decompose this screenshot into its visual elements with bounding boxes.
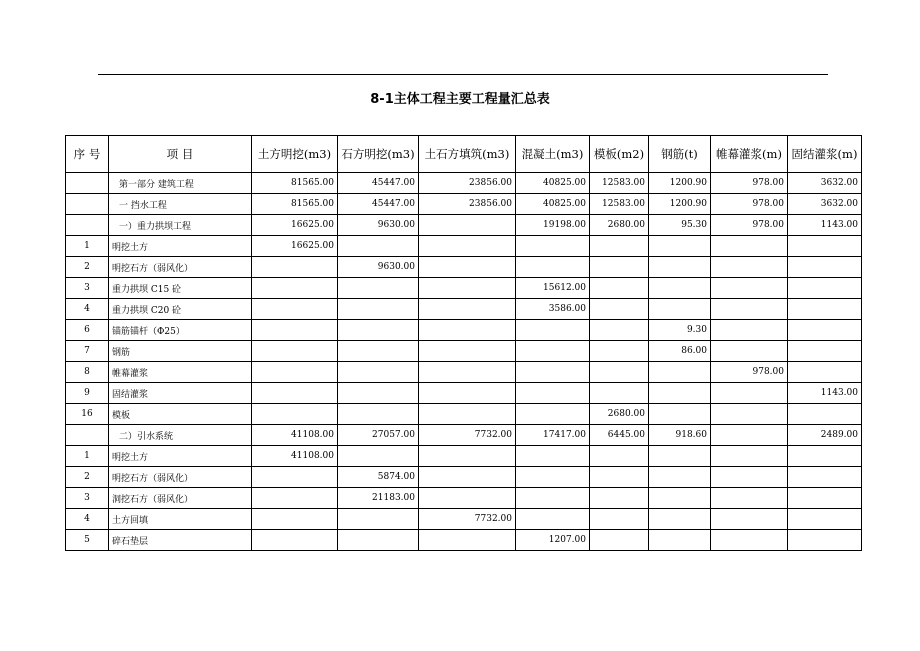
column-header: 混凝土(m3) xyxy=(516,136,590,173)
row-item-name: 固结灌浆 xyxy=(109,383,252,404)
row-value: 3586.00 xyxy=(516,299,590,320)
row-seq: 4 xyxy=(66,299,109,320)
row-value: 23856.00 xyxy=(419,194,516,215)
row-value: 41108.00 xyxy=(252,425,338,446)
row-value xyxy=(419,404,516,425)
row-item-name: 洞挖石方（弱风化） xyxy=(109,488,252,509)
row-value: 45447.00 xyxy=(338,173,419,194)
row-value xyxy=(419,257,516,278)
row-value xyxy=(252,257,338,278)
row-value xyxy=(590,446,649,467)
row-value: 12583.00 xyxy=(590,173,649,194)
row-value xyxy=(590,467,649,488)
row-value xyxy=(788,467,862,488)
row-value: 41108.00 xyxy=(252,446,338,467)
row-value: 27057.00 xyxy=(338,425,419,446)
row-item-name: 第一部分 建筑工程 xyxy=(109,173,252,194)
row-value: 1207.00 xyxy=(516,530,590,551)
row-value: 978.00 xyxy=(711,362,788,383)
row-value xyxy=(590,509,649,530)
header-row xyxy=(66,136,862,173)
row-value xyxy=(649,362,711,383)
row-value: 2680.00 xyxy=(590,215,649,236)
column-header: 项 目 xyxy=(109,136,252,173)
row-value xyxy=(252,320,338,341)
row-value xyxy=(516,236,590,257)
row-item-name: 重力拱坝 C15 砼 xyxy=(109,278,252,299)
row-value xyxy=(711,257,788,278)
row-value xyxy=(649,404,711,425)
row-value xyxy=(252,341,338,362)
row-item-name: 模板 xyxy=(109,404,252,425)
row-value: 918.60 xyxy=(649,425,711,446)
row-value: 40825.00 xyxy=(516,194,590,215)
row-value: 1143.00 xyxy=(788,215,862,236)
table-row xyxy=(66,194,862,215)
column-header: 钢筋(t) xyxy=(649,136,711,173)
row-value: 9630.00 xyxy=(338,257,419,278)
row-item-name: 二）引水系统 xyxy=(109,425,252,446)
row-value xyxy=(649,383,711,404)
column-header: 土方明挖(m3) xyxy=(252,136,338,173)
row-value: 19198.00 xyxy=(516,215,590,236)
table-row xyxy=(66,215,862,236)
row-value xyxy=(590,257,649,278)
row-value xyxy=(252,530,338,551)
row-value: 45447.00 xyxy=(338,194,419,215)
row-value xyxy=(788,509,862,530)
row-seq: 1 xyxy=(66,446,109,467)
row-value: 6445.00 xyxy=(590,425,649,446)
row-value: 1200.90 xyxy=(649,194,711,215)
row-value: 40825.00 xyxy=(516,173,590,194)
row-value xyxy=(338,446,419,467)
column-header: 序 号 xyxy=(66,136,109,173)
row-value: 7732.00 xyxy=(419,509,516,530)
row-value: 978.00 xyxy=(711,173,788,194)
row-value xyxy=(788,446,862,467)
row-value xyxy=(649,257,711,278)
row-item-name: 明挖土方 xyxy=(109,446,252,467)
row-value xyxy=(711,488,788,509)
row-value: 86.00 xyxy=(649,341,711,362)
row-value: 3632.00 xyxy=(788,173,862,194)
row-item-name: 钢筋 xyxy=(109,341,252,362)
page-title: 8-1主体工程主要工程量汇总表 xyxy=(370,92,550,107)
row-seq xyxy=(66,215,109,236)
row-value xyxy=(338,530,419,551)
row-seq: 16 xyxy=(66,404,109,425)
table-row xyxy=(66,278,862,299)
row-value xyxy=(711,236,788,257)
table-row xyxy=(66,236,862,257)
row-value: 1143.00 xyxy=(788,383,862,404)
row-value xyxy=(711,446,788,467)
row-seq: 9 xyxy=(66,383,109,404)
row-value xyxy=(419,446,516,467)
row-value xyxy=(516,509,590,530)
row-item-name: 明挖石方（弱风化） xyxy=(109,257,252,278)
row-value xyxy=(788,362,862,383)
row-value xyxy=(338,362,419,383)
row-value xyxy=(419,215,516,236)
row-value: 7732.00 xyxy=(419,425,516,446)
row-value: 95.30 xyxy=(649,215,711,236)
row-value xyxy=(711,299,788,320)
row-item-name: 明挖石方（弱风化） xyxy=(109,467,252,488)
table-row xyxy=(66,362,862,383)
row-value xyxy=(252,299,338,320)
row-value xyxy=(788,257,862,278)
row-value: 978.00 xyxy=(711,215,788,236)
row-value xyxy=(711,404,788,425)
row-value xyxy=(711,278,788,299)
row-item-name: 碎石垫层 xyxy=(109,530,252,551)
row-value xyxy=(252,404,338,425)
column-header: 帷幕灌浆(m) xyxy=(711,136,788,173)
row-item-name: 帷幕灌浆 xyxy=(109,362,252,383)
row-value xyxy=(590,299,649,320)
table-row xyxy=(66,467,862,488)
row-value: 17417.00 xyxy=(516,425,590,446)
row-value xyxy=(419,488,516,509)
row-item-name: 锚筋锚杆（Φ25） xyxy=(109,320,252,341)
row-value xyxy=(516,320,590,341)
row-seq xyxy=(66,425,109,446)
row-value: 2680.00 xyxy=(590,404,649,425)
row-seq xyxy=(66,173,109,194)
row-value: 16625.00 xyxy=(252,215,338,236)
row-value xyxy=(590,530,649,551)
row-seq: 2 xyxy=(66,257,109,278)
row-value xyxy=(516,446,590,467)
row-value xyxy=(711,425,788,446)
row-value xyxy=(590,383,649,404)
row-value xyxy=(788,341,862,362)
row-value xyxy=(252,467,338,488)
row-value: 3632.00 xyxy=(788,194,862,215)
column-header: 石方明挖(m3) xyxy=(338,136,419,173)
row-value xyxy=(788,488,862,509)
row-value xyxy=(590,341,649,362)
row-item-name: 一）重力拱坝工程 xyxy=(109,215,252,236)
row-value xyxy=(419,278,516,299)
row-value xyxy=(516,467,590,488)
row-value xyxy=(590,278,649,299)
row-value xyxy=(419,467,516,488)
row-value xyxy=(516,341,590,362)
row-value: 12583.00 xyxy=(590,194,649,215)
row-value: 81565.00 xyxy=(252,194,338,215)
row-value xyxy=(788,278,862,299)
row-value xyxy=(338,404,419,425)
row-item-name: 重力拱坝 C20 砼 xyxy=(109,299,252,320)
row-value xyxy=(419,341,516,362)
row-value xyxy=(788,530,862,551)
row-value: 16625.00 xyxy=(252,236,338,257)
row-item-name: 明挖土方 xyxy=(109,236,252,257)
row-seq: 6 xyxy=(66,320,109,341)
table-row xyxy=(66,257,862,278)
row-value: 9630.00 xyxy=(338,215,419,236)
row-value: 1200.90 xyxy=(649,173,711,194)
row-value xyxy=(788,404,862,425)
row-value xyxy=(711,383,788,404)
row-value xyxy=(649,446,711,467)
row-value xyxy=(252,278,338,299)
row-value xyxy=(711,467,788,488)
row-value xyxy=(590,320,649,341)
quantity-summary-table xyxy=(65,135,862,551)
row-value xyxy=(649,467,711,488)
row-value: 2489.00 xyxy=(788,425,862,446)
row-seq: 1 xyxy=(66,236,109,257)
row-value: 21183.00 xyxy=(338,488,419,509)
table-row xyxy=(66,299,862,320)
row-value xyxy=(252,509,338,530)
row-value xyxy=(338,341,419,362)
row-value xyxy=(419,320,516,341)
row-value xyxy=(649,278,711,299)
row-value xyxy=(338,299,419,320)
row-value xyxy=(516,383,590,404)
table-row xyxy=(66,341,862,362)
row-value xyxy=(338,383,419,404)
table-row xyxy=(66,320,862,341)
row-seq: 7 xyxy=(66,341,109,362)
row-value xyxy=(649,299,711,320)
row-value xyxy=(419,530,516,551)
column-header: 固结灌浆(m) xyxy=(788,136,862,173)
table-row xyxy=(66,173,862,194)
row-item-name: 土方回填 xyxy=(109,509,252,530)
column-header: 土石方填筑(m3) xyxy=(419,136,516,173)
row-value xyxy=(419,383,516,404)
row-value xyxy=(711,509,788,530)
header-rule xyxy=(98,74,828,75)
row-value xyxy=(711,341,788,362)
table-row xyxy=(66,488,862,509)
row-value xyxy=(419,299,516,320)
row-value xyxy=(649,488,711,509)
row-value xyxy=(516,362,590,383)
row-value xyxy=(788,236,862,257)
row-seq: 2 xyxy=(66,467,109,488)
table-row xyxy=(66,383,862,404)
table-row xyxy=(66,446,862,467)
row-value xyxy=(516,488,590,509)
row-value xyxy=(252,383,338,404)
table-row xyxy=(66,425,862,446)
row-seq: 3 xyxy=(66,488,109,509)
table-row xyxy=(66,509,862,530)
row-value xyxy=(516,257,590,278)
row-value xyxy=(590,488,649,509)
row-value: 978.00 xyxy=(711,194,788,215)
row-value: 23856.00 xyxy=(419,173,516,194)
row-seq: 8 xyxy=(66,362,109,383)
row-seq: 3 xyxy=(66,278,109,299)
row-value xyxy=(252,488,338,509)
table-row xyxy=(66,404,862,425)
row-value xyxy=(590,236,649,257)
row-value xyxy=(338,509,419,530)
row-value: 81565.00 xyxy=(252,173,338,194)
column-header: 模板(m2) xyxy=(590,136,649,173)
row-value xyxy=(338,320,419,341)
row-value xyxy=(338,236,419,257)
row-value: 9.30 xyxy=(649,320,711,341)
row-value xyxy=(419,362,516,383)
row-value: 5874.00 xyxy=(338,467,419,488)
row-value xyxy=(649,509,711,530)
row-value xyxy=(338,278,419,299)
row-seq: 5 xyxy=(66,530,109,551)
row-value xyxy=(252,362,338,383)
row-value xyxy=(711,530,788,551)
row-value: 15612.00 xyxy=(516,278,590,299)
row-item-name: 一 挡水工程 xyxy=(109,194,252,215)
row-value xyxy=(419,236,516,257)
row-value xyxy=(590,362,649,383)
row-value xyxy=(711,320,788,341)
row-seq: 4 xyxy=(66,509,109,530)
row-value xyxy=(788,320,862,341)
row-value xyxy=(649,530,711,551)
row-value xyxy=(649,236,711,257)
row-value xyxy=(516,404,590,425)
table-row xyxy=(66,530,862,551)
row-seq xyxy=(66,194,109,215)
row-value xyxy=(788,299,862,320)
